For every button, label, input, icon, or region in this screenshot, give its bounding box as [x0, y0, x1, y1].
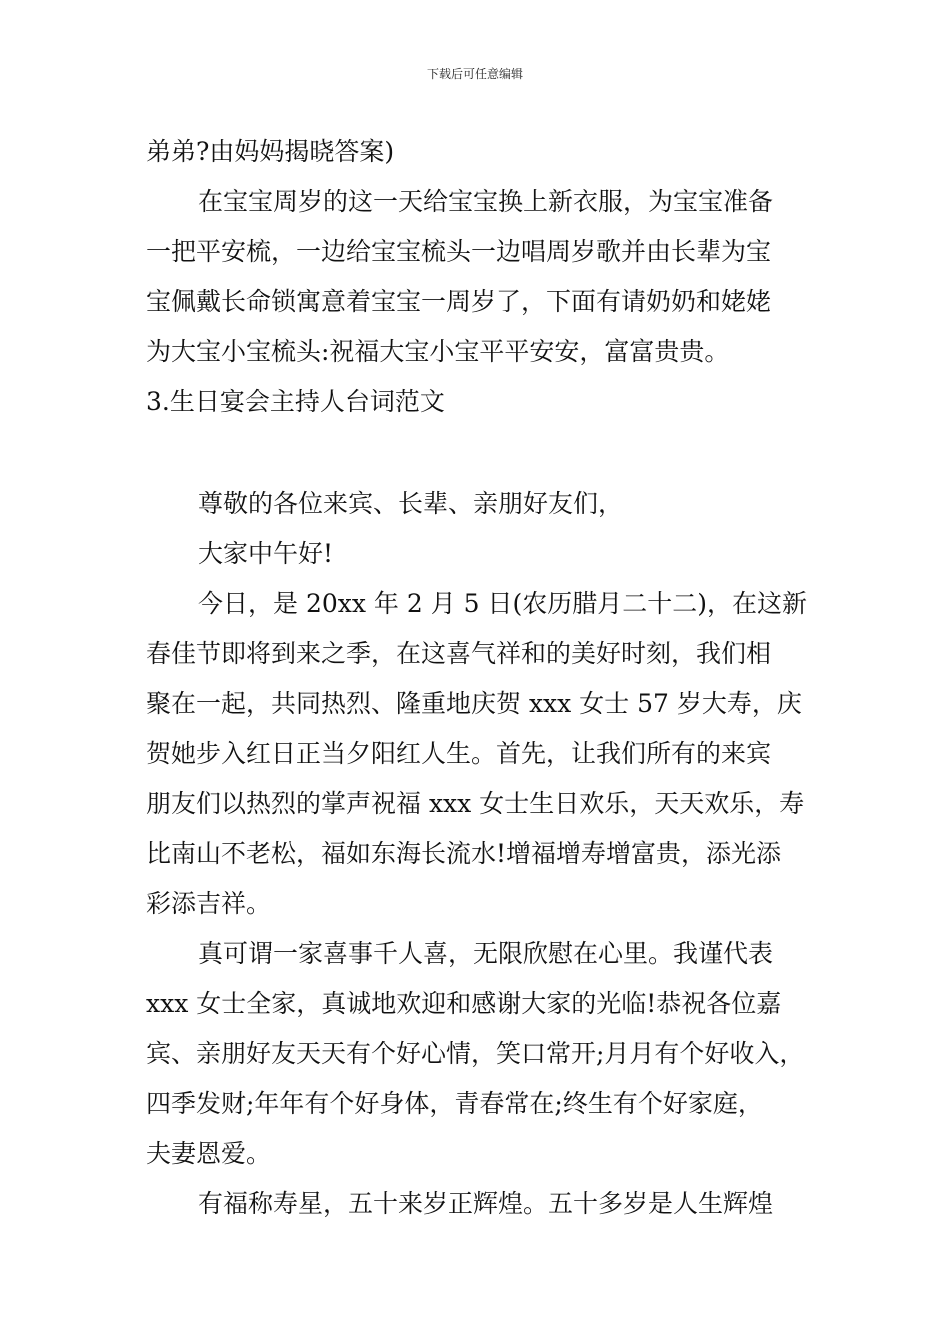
paragraph-line: xxx 女士全家，真诚地欢迎和感谢大家的光临!恭祝各位嘉: [146, 989, 782, 1018]
blank-gap: [146, 427, 826, 479]
greeting-line: 大家中午好!: [198, 539, 334, 568]
paragraph-line: 弟弟?由妈妈揭晓答案): [146, 137, 395, 166]
greeting-line: 尊敬的各位来宾、长辈、亲朋好友们，: [198, 489, 624, 518]
document-body: [146, 127, 826, 1229]
paragraph-line: 四季发财;年年有个好身体，青春常在;终生有个好家庭，: [146, 1089, 763, 1118]
paragraph-line: 宾、亲朋好友天天有个好心情，笑口常开;月月有个好收入，: [146, 1039, 805, 1068]
section-heading: 3.生日宴会主持人台词范文: [146, 387, 445, 416]
paragraph-line: 宝佩戴长命锁寓意着宝宝一周岁了，下面有请奶奶和姥姥: [146, 287, 772, 316]
paragraph-line: 贺她步入红日正当夕阳红人生。首先，让我们所有的来宾: [146, 739, 772, 768]
paragraph-line: 春佳节即将到来之季，在这喜气祥和的美好时刻，我们相: [146, 639, 772, 668]
paragraph-line: 一把平安梳，一边给宝宝梳头一边唱周岁歌并由长辈为宝: [146, 237, 772, 266]
paragraph-line: 有福称寿星，五十来岁正辉煌。五十多岁是人生辉煌: [198, 1189, 774, 1218]
paragraph-line: 彩添吉祥。: [146, 889, 272, 918]
page-header: 下载后可任意编辑: [426, 67, 523, 81]
paragraph-line: 在宝宝周岁的这一天给宝宝换上新衣服，为宝宝准备: [198, 187, 774, 216]
paragraph-line: 今日，是 20xx 年 2 月 5 日(农历腊月二十二)，在这新: [198, 589, 808, 618]
paragraph-line: 夫妻恩爱。: [146, 1139, 272, 1168]
paragraph-line: 真可谓一家喜事千人喜，无限欣慰在心里。我谨代表: [198, 939, 774, 968]
paragraph-line: 比南山不老松，福如东海长流水!增福增寿增富贵，添光添: [146, 839, 782, 868]
paragraph-line: 聚在一起，共同热烈、隆重地庆贺 xxx 女士 57 岁大寿，庆: [146, 689, 802, 718]
paragraph-line: 朋友们以热烈的掌声祝福 xxx 女士生日欢乐，天天欢乐，寿: [146, 789, 805, 818]
paragraph-line: 为大宝小宝梳头:祝福大宝小宝平平安安，富富贵贵。: [146, 337, 730, 366]
